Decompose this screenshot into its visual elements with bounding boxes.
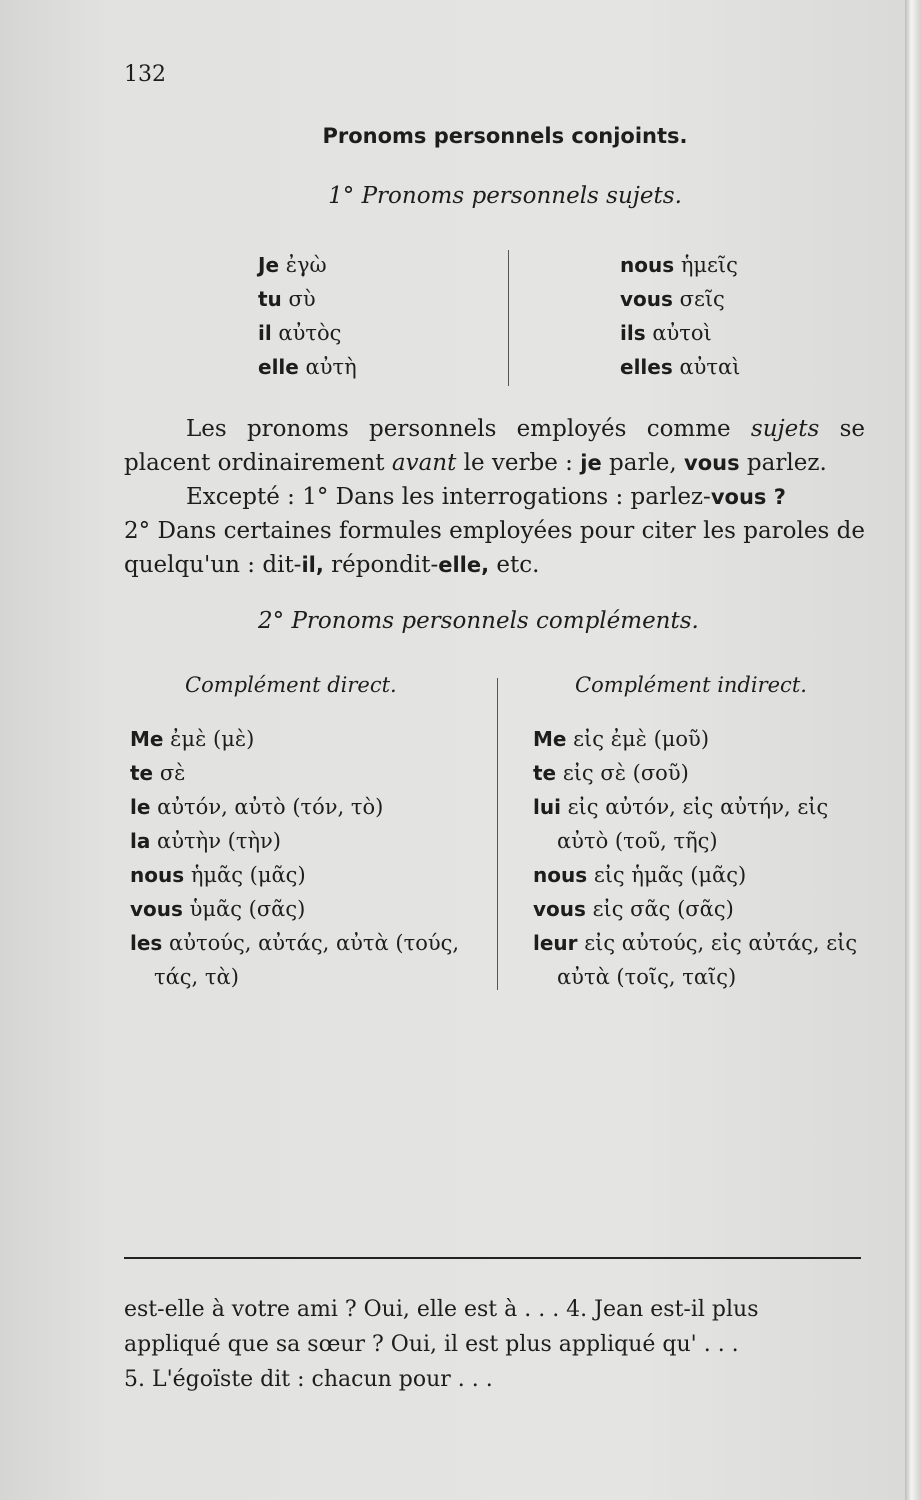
pronoun-row: Je ἐγὼ	[258, 253, 327, 277]
direct-complements	[130, 722, 459, 994]
direct-heading: Complément direct.	[185, 673, 397, 697]
pronoun-row: nous ἡμεῖς	[620, 253, 738, 277]
subject-pronouns-plural	[620, 248, 740, 384]
pronoun-row: vous σεῖς	[620, 287, 725, 311]
indirect-complements	[533, 722, 857, 994]
exercise-line: est-elle à votre ami ? Oui, elle est à . . . 4. Jean est-il plus	[124, 1297, 759, 1322]
exercise-text	[124, 1292, 861, 1397]
pronoun-row: tu σὺ	[258, 287, 316, 311]
column-divider	[497, 678, 498, 990]
exception-text-2: 2° Dans certaines formules employées pour citer les paroles de quelqu'un : dit-il, répondit-elle, etc.	[124, 518, 865, 578]
page-edge	[905, 0, 921, 1500]
exercise-line: 5. L'égoïste dit : chacun pour . . .	[124, 1367, 493, 1392]
section-heading-sujets: 1° Pronoms personnels sujets.	[328, 183, 682, 209]
pronoun-row: nous ἡμᾶς (μᾶς)	[130, 863, 306, 887]
rule-text: Les pronoms personnels employés comme sujets se placent ordinairement avant le verbe : je parle, vous parlez.	[124, 416, 866, 476]
pronoun-row: te εἰς σὲ (σοῦ)	[533, 761, 689, 785]
section-heading-complements: 2° Pronoms personnels compléments.	[258, 608, 699, 634]
pronoun-row: il αὐτὸς	[258, 321, 342, 345]
page-number: 132	[124, 62, 166, 87]
pronoun-row: la αὐτὴν (τὴν)	[130, 829, 281, 853]
indirect-heading: Complément indirect.	[575, 673, 807, 697]
pronoun-row: Me εἰς ἐμὲ (μοῦ)	[533, 727, 710, 751]
pronoun-row: nous εἰς ἡμᾶς (μᾶς)	[533, 863, 747, 887]
subject-pronouns-singular	[258, 248, 357, 384]
pronoun-row: elle αὐτὴ	[258, 355, 357, 379]
exercise-line: appliqué que sa sœur ? Oui, il est plus appliqué qu' . . .	[124, 1332, 739, 1357]
pronoun-row: leur εἰς αὐτούς, εἰς αὐτάς, εἰς	[533, 931, 858, 955]
pronoun-row: le αὐτόν, αὐτὸ (τόν, τὸ)	[130, 795, 384, 819]
exception-text: Excepté : 1° Dans les interrogations : parlez-vous ?	[186, 484, 786, 510]
pronoun-row: Me ἐμὲ (μὲ)	[130, 727, 255, 751]
pronoun-row: les αὐτούς, αὐτάς, αὐτὰ (τούς,	[130, 931, 460, 955]
pronoun-row: te σὲ	[130, 761, 186, 785]
pronoun-row: elles αὐταὶ	[620, 355, 741, 379]
footnote-rule	[124, 1257, 861, 1259]
page-title: Pronoms personnels conjoints.	[322, 124, 688, 148]
column-divider	[508, 250, 509, 386]
rule-paragraph	[124, 412, 865, 582]
pronoun-row-continued: αὐτὰ (τοῖς, ταῖς)	[557, 965, 737, 989]
pronoun-row-continued: αὐτὸ (τοῦ, τῆς)	[557, 829, 718, 853]
pronoun-row: vous εἰς σᾶς (σᾶς)	[533, 897, 734, 921]
pronoun-row: vous ὑμᾶς (σᾶς)	[130, 897, 306, 921]
pronoun-row-continued: τάς, τὰ)	[154, 965, 239, 989]
pronoun-row: lui εἰς αὐτόν, εἰς αὐτήν, εἰς	[533, 795, 829, 819]
pronoun-row: ils αὐτοὶ	[620, 321, 712, 345]
